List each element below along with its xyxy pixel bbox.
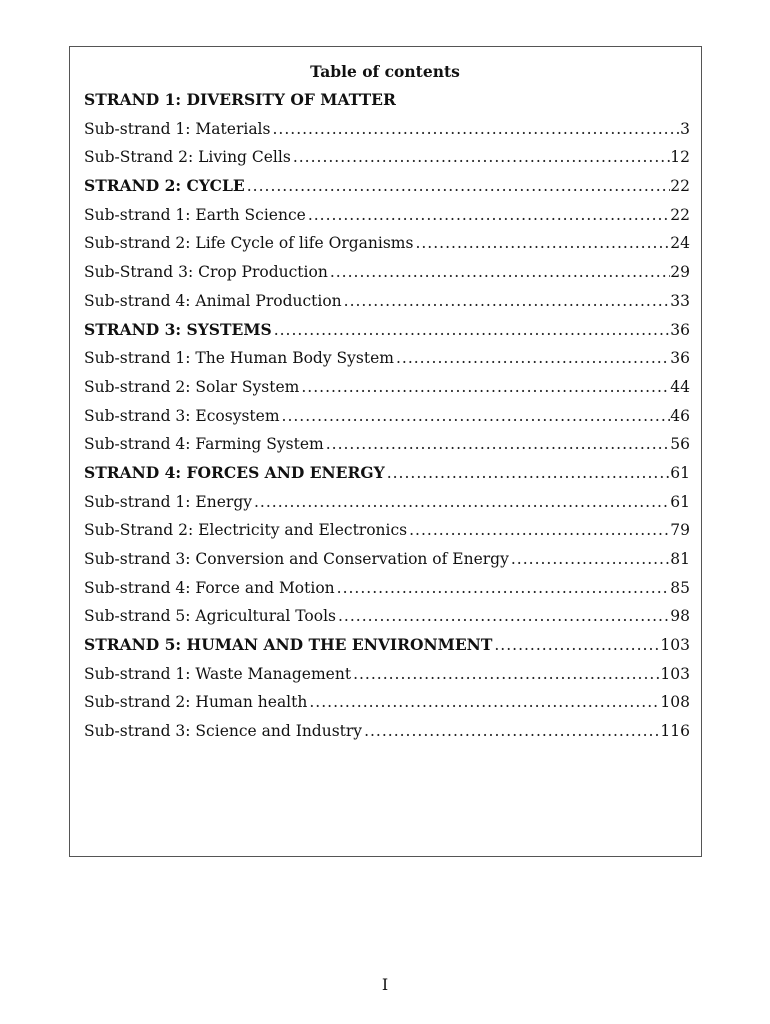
toc-dot-leader	[328, 258, 670, 287]
toc-substrand-entry[interactable]	[84, 660, 690, 689]
toc-substrand-entry[interactable]	[84, 201, 690, 230]
toc-dot-leader	[245, 172, 671, 201]
toc-substrand-entry[interactable]	[84, 402, 690, 431]
toc-entry-page: 22	[670, 177, 690, 196]
toc-entry-page: 44	[670, 377, 690, 396]
toc-entry-label: STRAND 3: SYSTEMS	[84, 319, 272, 339]
toc-entry-label: Sub-strand 5: Agricultural Tools	[84, 607, 336, 626]
toc-entry-label: Sub-strand 4: Animal Production	[84, 291, 342, 310]
toc-substrand-entry[interactable]	[84, 115, 690, 144]
toc-dot-leader	[252, 488, 670, 517]
toc-entry-label: Sub-strand 1: Energy	[84, 492, 252, 511]
toc-substrand-entry[interactable]	[84, 373, 690, 402]
toc-substrand-entry[interactable]	[84, 545, 690, 574]
toc-dot-leader	[385, 459, 671, 488]
toc-entry-page: 12	[670, 148, 690, 167]
toc-entry-page: 103	[660, 664, 690, 683]
toc-entry-label: Sub-strand 2: Human health	[84, 693, 308, 712]
toc-substrand-entry[interactable]	[84, 229, 690, 258]
toc-dot-leader	[351, 660, 660, 689]
toc-dot-leader	[336, 602, 670, 631]
toc-substrand-entry[interactable]	[84, 430, 690, 459]
toc-substrand-entry[interactable]	[84, 602, 690, 631]
toc-dot-leader	[299, 373, 670, 402]
toc-entry-label: Sub-Strand 2: Living Cells	[84, 148, 291, 167]
toc-substrand-entry[interactable]	[84, 344, 690, 373]
toc-list	[84, 86, 690, 746]
toc-dot-leader	[291, 143, 670, 172]
toc-substrand-entry[interactable]	[84, 516, 690, 545]
toc-substrand-entry[interactable]	[84, 688, 690, 717]
toc-entry-page: 36	[670, 320, 690, 339]
toc-strand-entry[interactable]	[84, 172, 690, 201]
toc-entry-label: Sub-Strand 3: Crop Production	[84, 263, 328, 282]
toc-entry-label: Sub-strand 1: Earth Science	[84, 205, 306, 224]
toc-entry-label: STRAND 4: FORCES AND ENERGY	[84, 462, 385, 482]
toc-dot-leader	[335, 574, 671, 603]
toc-entry-page: 29	[670, 263, 690, 282]
toc-entry-label: Sub-strand 4: Farming System	[84, 435, 324, 454]
toc-substrand-entry[interactable]	[84, 574, 690, 603]
toc-entry-page: 85	[670, 578, 690, 597]
toc-entry-page: 3	[680, 119, 690, 138]
toc-dot-leader	[492, 631, 660, 660]
toc-dot-leader	[324, 430, 671, 459]
toc-entry-page: 108	[660, 693, 690, 712]
toc-substrand-entry[interactable]	[84, 717, 690, 746]
toc-entry-page: 56	[670, 435, 690, 454]
toc-entry-label: Sub-strand 1: The Human Body System	[84, 349, 394, 368]
toc-dot-leader	[280, 402, 671, 431]
toc-entry-label: Sub-strand 4: Force and Motion	[84, 578, 335, 597]
toc-dot-leader	[306, 201, 670, 230]
toc-substrand-entry[interactable]	[84, 287, 690, 316]
toc-dot-leader	[270, 115, 680, 144]
toc-dot-leader	[307, 688, 660, 717]
toc-dot-leader	[407, 516, 670, 545]
toc-entry-page: 116	[660, 722, 690, 741]
toc-entry-label: Sub-strand 2: Solar System	[84, 377, 300, 396]
toc-dot-leader	[272, 316, 671, 345]
toc-strand-entry[interactable]	[84, 86, 690, 115]
toc-entry-page: 22	[670, 205, 690, 224]
toc-entry-label: Sub-strand 3: Ecosystem	[84, 406, 280, 425]
toc-substrand-entry[interactable]	[84, 143, 690, 172]
toc-entry-page: 33	[670, 291, 690, 310]
toc-substrand-entry[interactable]	[84, 488, 690, 517]
toc-entry-page: 103	[660, 636, 690, 655]
toc-entry-label: STRAND 1: DIVERSITY OF MATTER	[84, 90, 396, 109]
toc-dot-leader	[413, 229, 670, 258]
toc-entry-page: 24	[670, 234, 690, 253]
toc-entry-page: 61	[670, 492, 690, 511]
toc-entry-label: Sub-strand 1: Waste Management	[84, 664, 352, 683]
toc-title: Table of contents	[310, 62, 460, 81]
toc-dot-leader	[342, 287, 671, 316]
toc-entry-label: Sub-strand 3: Conversion and Conservation of Energy	[84, 550, 509, 568]
toc-entry-page: 61	[670, 463, 690, 482]
toc-dot-leader	[394, 344, 670, 373]
toc-strand-entry[interactable]	[84, 631, 690, 660]
toc-entry-page: 46	[670, 406, 690, 425]
toc-entry-page: 36	[670, 349, 690, 368]
toc-entry-label: STRAND 5: HUMAN AND THE ENVIRONMENT	[84, 635, 493, 655]
toc-substrand-entry[interactable]	[84, 258, 690, 287]
toc-entry-label: STRAND 2: CYCLE	[84, 176, 245, 196]
toc-entry-page: 79	[670, 521, 690, 540]
toc-entry-label: Sub-strand 3: Science and Industry	[84, 722, 363, 741]
toc-entry-label: Sub-strand 1: Materials	[84, 119, 271, 138]
toc-dot-leader	[509, 545, 670, 574]
toc-entry-page: 81	[670, 550, 690, 568]
toc-entry-label: Sub-strand 2: Life Cycle of life Organisms	[84, 234, 414, 253]
toc-entry-label: Sub-Strand 2: Electricity and Electronics	[84, 521, 408, 540]
toc-dot-leader	[362, 717, 660, 746]
toc-strand-entry[interactable]	[84, 316, 690, 345]
page-number: I	[381, 975, 389, 994]
toc-strand-entry[interactable]	[84, 459, 690, 488]
toc-entry-page: 98	[670, 607, 690, 626]
